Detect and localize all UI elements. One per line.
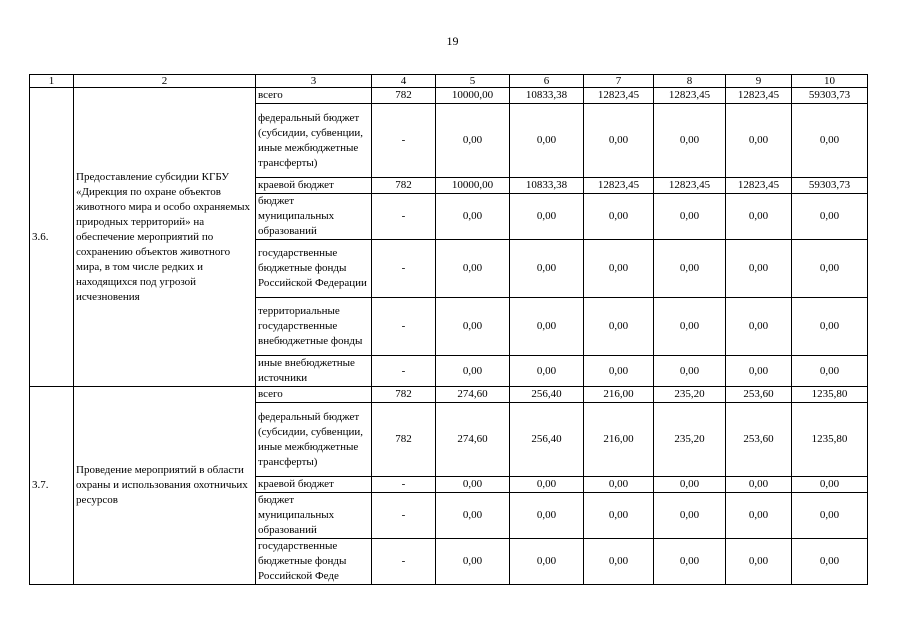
value-cell-c8: 235,20 (654, 403, 726, 477)
value-cell-c7: 0,00 (584, 298, 654, 356)
value-cell-c9: 0,00 (726, 240, 792, 298)
value-cell-c6: 0,00 (510, 493, 584, 539)
value-cell-c10: 0,00 (792, 477, 868, 493)
value-cell-c9: 0,00 (726, 298, 792, 356)
value-cell-c4: - (372, 539, 436, 585)
value-cell-c7: 0,00 (584, 539, 654, 585)
table-row (30, 387, 868, 403)
value-cell-c10: 0,00 (792, 194, 868, 240)
funding-source: всего (256, 387, 372, 403)
value-cell-c8: 0,00 (654, 477, 726, 493)
header-cell: 2 (74, 75, 256, 88)
value-cell-c7: 216,00 (584, 387, 654, 403)
funding-source: бюджет муниципальных образований (256, 493, 372, 539)
value-cell-c6: 0,00 (510, 298, 584, 356)
section-name: Проведение мероприятий в области охраны и использования охотничьих ресурсов (74, 387, 256, 585)
value-cell-c6: 0,00 (510, 194, 584, 240)
value-cell-c5: 0,00 (436, 356, 510, 387)
value-cell-c6: 0,00 (510, 539, 584, 585)
value-cell-c6: 0,00 (510, 356, 584, 387)
value-cell-c8: 12823,45 (654, 178, 726, 194)
value-cell-c8: 0,00 (654, 104, 726, 178)
funding-source: территориальные государственные внебюджетные фонды (256, 298, 372, 356)
value-cell-c10: 59303,73 (792, 178, 868, 194)
header-cell: 1 (30, 75, 74, 88)
value-cell-c10: 0,00 (792, 104, 868, 178)
value-cell-c4: - (372, 104, 436, 178)
value-cell-c8: 12823,45 (654, 88, 726, 104)
value-cell-c7: 0,00 (584, 477, 654, 493)
funding-source: государственные бюджетные фонды Российской Федерации (256, 240, 372, 298)
value-cell-c5: 0,00 (436, 240, 510, 298)
funding-source: бюджет муниципальных образований (256, 194, 372, 240)
value-cell-c9: 0,00 (726, 104, 792, 178)
value-cell-c9: 0,00 (726, 493, 792, 539)
section-name: Предоставление субсидии КГБУ «Дирекция по охране объектов животного мира и особо охраняемых природных территорий» на обеспечение мероприятий по сохранению объектов животного мира, в том числе редких и находящихся под угрозой исчезновения (74, 88, 256, 387)
value-cell-c7: 216,00 (584, 403, 654, 477)
funding-source: иные внебюджетные источники (256, 356, 372, 387)
header-cell: 5 (436, 75, 510, 88)
value-cell-c4: - (372, 356, 436, 387)
header-cell: 10 (792, 75, 868, 88)
table-row (30, 88, 868, 104)
funding-source: всего (256, 88, 372, 104)
value-cell-c6: 0,00 (510, 477, 584, 493)
value-cell-c6: 0,00 (510, 240, 584, 298)
header-cell: 4 (372, 75, 436, 88)
value-cell-c10: 0,00 (792, 356, 868, 387)
value-cell-c5: 10000,00 (436, 178, 510, 194)
value-cell-c7: 0,00 (584, 356, 654, 387)
header-cell: 3 (256, 75, 372, 88)
value-cell-c6: 256,40 (510, 387, 584, 403)
value-cell-c7: 0,00 (584, 240, 654, 298)
page-number: 19 (446, 34, 459, 48)
value-cell-c9: 12823,45 (726, 178, 792, 194)
header-row (30, 75, 868, 88)
value-cell-c6: 10833,38 (510, 88, 584, 104)
value-cell-c10: 59303,73 (792, 88, 868, 104)
value-cell-c4: - (372, 194, 436, 240)
value-cell-c10: 0,00 (792, 240, 868, 298)
value-cell-c4: - (372, 298, 436, 356)
funding-source: государственные бюджетные фонды Российской Феде (256, 539, 372, 585)
value-cell-c5: 0,00 (436, 493, 510, 539)
value-cell-c9: 253,60 (726, 403, 792, 477)
section-code: 3.6. (30, 88, 74, 387)
value-cell-c4: 782 (372, 88, 436, 104)
budget-table (29, 74, 868, 585)
header-cell: 8 (654, 75, 726, 88)
value-cell-c4: 782 (372, 387, 436, 403)
funding-source: краевой бюджет (256, 178, 372, 194)
value-cell-c9: 0,00 (726, 539, 792, 585)
funding-source: федеральный бюджет (субсидии, субвенции, иные межбюджетные трансферты) (256, 104, 372, 178)
value-cell-c9: 0,00 (726, 477, 792, 493)
value-cell-c5: 274,60 (436, 403, 510, 477)
value-cell-c9: 0,00 (726, 356, 792, 387)
value-cell-c10: 1235,80 (792, 387, 868, 403)
funding-source: федеральный бюджет (субсидии, субвенции, иные межбюджетные трансферты) (256, 403, 372, 477)
funding-source: краевой бюджет (256, 477, 372, 493)
value-cell-c7: 12823,45 (584, 178, 654, 194)
value-cell-c5: 0,00 (436, 539, 510, 585)
value-cell-c8: 0,00 (654, 194, 726, 240)
value-cell-c8: 0,00 (654, 298, 726, 356)
value-cell-c5: 274,60 (436, 387, 510, 403)
value-cell-c5: 0,00 (436, 194, 510, 240)
value-cell-c10: 0,00 (792, 298, 868, 356)
value-cell-c10: 0,00 (792, 539, 868, 585)
value-cell-c5: 0,00 (436, 298, 510, 356)
value-cell-c9: 0,00 (726, 194, 792, 240)
value-cell-c7: 0,00 (584, 194, 654, 240)
value-cell-c4: - (372, 477, 436, 493)
value-cell-c6: 10833,38 (510, 178, 584, 194)
value-cell-c7: 0,00 (584, 104, 654, 178)
value-cell-c10: 0,00 (792, 493, 868, 539)
value-cell-c6: 0,00 (510, 104, 584, 178)
header-cell: 7 (584, 75, 654, 88)
value-cell-c9: 12823,45 (726, 88, 792, 104)
value-cell-c4: - (372, 493, 436, 539)
value-cell-c7: 0,00 (584, 493, 654, 539)
value-cell-c4: - (372, 240, 436, 298)
header-cell: 6 (510, 75, 584, 88)
value-cell-c9: 253,60 (726, 387, 792, 403)
value-cell-c7: 12823,45 (584, 88, 654, 104)
value-cell-c5: 10000,00 (436, 88, 510, 104)
section-code: 3.7. (30, 387, 74, 585)
value-cell-c8: 0,00 (654, 539, 726, 585)
value-cell-c5: 0,00 (436, 477, 510, 493)
value-cell-c8: 0,00 (654, 493, 726, 539)
value-cell-c4: 782 (372, 403, 436, 477)
value-cell-c10: 1235,80 (792, 403, 868, 477)
value-cell-c5: 0,00 (436, 104, 510, 178)
value-cell-c8: 235,20 (654, 387, 726, 403)
value-cell-c8: 0,00 (654, 356, 726, 387)
value-cell-c4: 782 (372, 178, 436, 194)
value-cell-c6: 256,40 (510, 403, 584, 477)
header-cell: 9 (726, 75, 792, 88)
value-cell-c8: 0,00 (654, 240, 726, 298)
